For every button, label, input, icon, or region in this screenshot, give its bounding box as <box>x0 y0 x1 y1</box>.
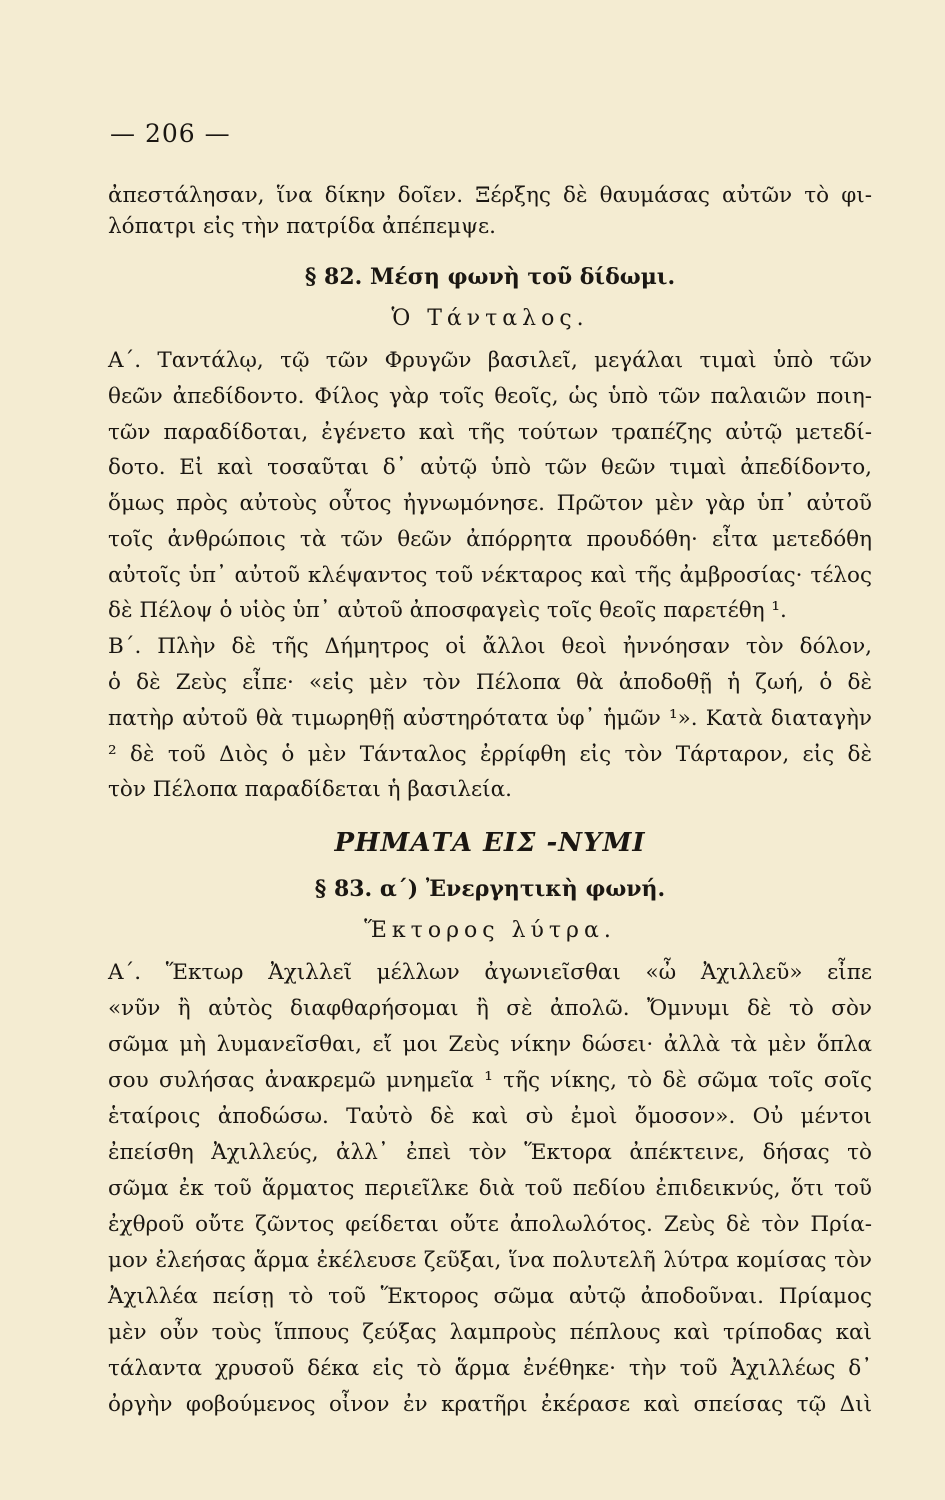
section-82-subheading: Ὁ Τάνταλος. <box>391 306 589 331</box>
text-line: ὁ δὲ Ζεὺς εἶπε· «εἰς μὲν τὸν Πέλοπα θὰ ἀποδοθῇ ἡ ζωή, ὁ δὲ <box>108 670 872 695</box>
section-83-heading: § 83. α΄) Ἐνεργητικὴ φωνή. <box>314 876 666 902</box>
text-line: Α΄. Ἕκτωρ Ἀχιλλεῖ μέλλων ἀγωνιεῖσθαι «ὦ Ἀχιλλεῦ» εἶπε <box>108 960 872 985</box>
text-line: ² δὲ τοῦ Διὸς ὁ μὲν Τάνταλος ἐρρίφθη εἰς τὸν Τάρταρον, εἰς δὲ <box>108 742 872 767</box>
text-line: λόπατρι εἰς τὴν πατρίδα ἀπέπεμψε. <box>108 214 496 239</box>
section-title: ΡΗΜΑΤΑ ΕΙΣ -ΝΥΜΙ <box>334 828 646 858</box>
text-line: μον ἐλεήσας ἅρμα ἐκέλευσε ζεῦξαι, ἵνα πολυτελῆ λύτρα κομίσας τὸν <box>108 1248 872 1273</box>
text-line: δὲ Πέλοψ ὁ υἱὸς ὑπ᾽ αὐτοῦ ἀποσφαγεὶς τοῖς θεοῖς παρετέθη ¹. <box>108 598 787 623</box>
text-line: σου συλήσας ἀνακρεμῶ μνημεῖα ¹ τῆς νίκης, τὸ δὲ σῶμα τοῖς σοῖς <box>108 1068 872 1093</box>
text-line: Α΄. Ταντάλῳ, τῷ τῶν Φρυγῶν βασιλεῖ, μεγάλαι τιμαὶ ὑπὸ τῶν <box>108 348 872 373</box>
text-line: δοτο. Εἰ καὶ τοσαῦται δ᾽ αὐτῷ ὑπὸ τῶν θεῶν τιμαὶ ἀπεδίδοντο, <box>108 455 872 480</box>
text-line: «νῦν ἢ αὐτὸς διαφθαρήσομαι ἢ σὲ ἀπολῶ. Ὄμνυμι δὲ τὸ σὸν <box>108 996 872 1021</box>
text-line: ἑταίροις ἀποδώσω. Ταὐτὸ δὲ καὶ σὺ ἐμοὶ ὄμοσον». Οὐ μέντοι <box>108 1104 872 1129</box>
text-line: ὅμως πρὸς αὐτοὺς οὗτος ἠγνωμόνησε. Πρῶτον μὲν γὰρ ὑπ᾽ αὐτοῦ <box>108 491 872 516</box>
text-line: Ἀχιλλέα πείσῃ τὸ τοῦ Ἕκτορος σῶμα αὐτῷ ἀποδοῦναι. Πρίαμος <box>108 1284 872 1309</box>
text-line: ὀργὴν φοβούμενος οἶνον ἐν κρατῆρι ἐκέρασε καὶ σπείσας τῷ Διὶ <box>108 1392 872 1417</box>
text-line: Β΄. Πλὴν δὲ τῆς Δήμητρος οἱ ἄλλοι θεοὶ ἠννόησαν τὸν δόλον, <box>108 634 872 659</box>
text-line: σῶμα ἐκ τοῦ ἅρματος περιεῖλκε διὰ τοῦ πεδίου ἐπιδεικνύς, ὅτι τοῦ <box>108 1176 872 1201</box>
text-line: ἀπεστάλησαν, ἵνα δίκην δοῖεν. Ξέρξης δὲ θαυμάσας αὐτῶν τὸ φι- <box>108 183 872 208</box>
text-line: τὸν Πέλοπα παραδίδεται ἡ βασιλεία. <box>108 777 512 802</box>
text-line: αὐτοῖς ὑπ᾽ αὐτοῦ κλέψαντος τοῦ νέκταρος καὶ τῆς ἀμβροσίας· τέλος <box>108 563 872 588</box>
text-line: τῶν παραδίδοται, ἐγένετο καὶ τῆς τούτων τραπέζης αὐτῷ μετεδί- <box>108 420 872 445</box>
page-number: — 206 — <box>110 119 231 148</box>
text-line: μὲν οὖν τοὺς ἵππους ζεύξας λαμπροὺς πέπλους καὶ τρίποδας καὶ <box>108 1320 872 1345</box>
text-line: σῶμα μὴ λυμανεῖσθαι, εἴ μοι Ζεὺς νίκην δώσει· ἀλλὰ τὰ μὲν ὅπλα <box>108 1032 872 1057</box>
text-line: τάλαντα χρυσοῦ δέκα εἰς τὸ ἅρμα ἐνέθηκε· τὴν τοῦ Ἀχιλλέως δ᾽ <box>108 1356 872 1381</box>
section-83-subheading: Ἕκτορος λύτρα. <box>364 918 616 943</box>
text-line: πατὴρ αὐτοῦ θὰ τιμωρηθῇ αὐστηρότατα ὑφ᾽ ἡμῶν ¹». Κατὰ διαταγὴν <box>108 706 872 731</box>
text-line: θεῶν ἀπεδίδοντο. Φίλος γὰρ τοῖς θεοῖς, ὡς ὑπὸ τῶν παλαιῶν ποιη- <box>108 384 872 409</box>
text-line: ἐχθροῦ οὔτε ζῶντος φείδεται οὔτε ἀπολωλότος. Ζεὺς δὲ τὸν Πρία- <box>108 1212 872 1237</box>
section-82-heading: § 82. Μέση φωνὴ τοῦ δίδωμι. <box>304 264 676 290</box>
text-line: τοῖς ἀνθρώποις τὰ τῶν θεῶν ἀπόρρητα προυδόθη· εἶτα μετεδόθη <box>108 527 872 552</box>
text-line: ἐπείσθη Ἀχιλλεύς, ἀλλ᾽ ἐπεὶ τὸν Ἕκτορα ἀπέκτεινε, δήσας τὸ <box>108 1140 872 1165</box>
